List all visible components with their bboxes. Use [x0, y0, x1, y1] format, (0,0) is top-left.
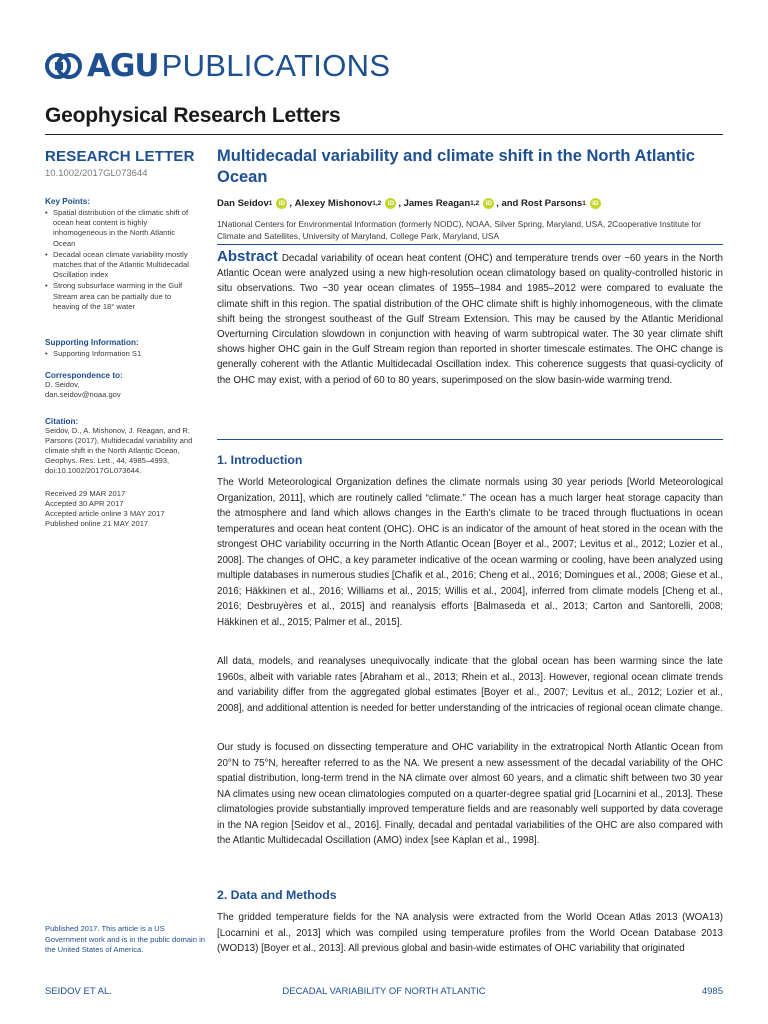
correspondence-name: D. Seidov,	[45, 380, 80, 390]
key-points-list	[45, 208, 195, 312]
abstract-text: Decadal variability of ocean heat content (OHC) and temperature trends over ~60 years in the North Atlantic Ocean were analyzed using a new high-resolution ocean climatology based on quality-controlled historic in situ observations. Two ~30 year ocean climates of 1955–1984 and 1985–2012 were compared to evaluate the climate shift in this region. The spatial distribution of the OHC climate shift is highly inhomogeneous, with the climate shift being the strongest southeast of the Gulf Stream Extension. This may be caused by the Atlantic Meridional Overturning Circulation slowdown in conjunction with heaving of warm subtropical water. The 30 year climate shift shows higher OHC gain in the Gulf Stream region than reported in shorter timescale estimates. The OHC change is generally coherent with the Atlantic Multidecadal Oscillation index. This coherence suggests that quasi-cyclicity of the OHC may exist, with a period of 60 to 80 years, superimposed on the slow basin-wide warming trend.	[217, 253, 723, 386]
footer-running-title: DECADAL VARIABILITY OF NORTH ATLANTIC	[282, 986, 486, 997]
page-footer	[45, 986, 723, 1000]
footer-authors: SEIDOV ET AL.	[45, 986, 112, 997]
license-note: Published 2017. This article is a US Government work and is in the public domain in the United States of America.	[45, 924, 205, 954]
page-number: 4985	[701, 986, 723, 997]
abstract-block	[217, 244, 723, 388]
section-heading-introduction: 1. Introduction	[217, 453, 303, 467]
logo-publications-text: PUBLICATIONS	[161, 48, 391, 83]
affiliations: 1National Centers for Environmental Information (formerly NODC), NOAA, Silver Spring, Maryland, USA, 2Cooperative Institute for Climate and Satellites, University of Maryland, College Park, Maryland, USA	[217, 219, 702, 242]
article-title: Multidecadal variability and climate shift in the North Atlantic Ocean	[217, 147, 695, 186]
article-type: RESEARCH LETTER	[45, 148, 195, 165]
date-accepted: Accepted 30 APR 2017	[45, 498, 124, 508]
key-point: • Strong subsurface warming in the Gulf Stream area can be partially due to heaving of the 18° water	[45, 281, 195, 312]
logo-agu-text: AGU	[87, 48, 159, 84]
paragraph: The gridded temperature fields for the NA analysis were extracted from the World Ocean Atlas 2013 (WOA13) [Locarnini et al., 2013] which was compiled using temperature profiles from the World Ocean Database 2013 (WOD13) [Boyer et al., 2013]. All previous global and basin-wide estimates of OHC variability that originated	[217, 912, 723, 954]
citation-text: Seidov, D., A. Mishonov, J. Reagan, and R. Parsons (2017), Multidecadal variability and climate shift in the North Atlantic Ocean, Geophys. Res. Lett., 44, 4985–4993, doi:10.1002/2017GL073644.	[45, 425, 193, 476]
key-points-heading: Key Points:	[45, 197, 91, 206]
paragraph: The World Meteorological Organization defines the climate normals using 30 year periods [World Meteorological Organization, 2011], which are routinely called “climate.” The ocean has a much larger heat storage capacity than the atmosphere and land which allows changes in the Earth’s climate to be traced through fluctuations in ocean temperatures and ocean heat content (OHC). OHC is an indicator of the amount of heat stored in the ocean with the strongest OHC variability occurring in the North Atlantic Ocean [Boyer et al., 2007; Levitus et al., 2012; Lozier et al., 2008]. The changes of OHC, a key parameter indicative of the ocean warming or cooling, have been analyzed using multiple databases in numerous studies [Chafik et al., 2016; Cheng et al., 2016; Domingues et al., 2008; Giese et al., 2016; Häkkinen et al., 2016; Williams et al., 2015; Willis et al., 2004], inferred from climate models [Cheng et al., 2016; Desbruyères et al., 2015] and reanalysis efforts [Balmaseda et al., 2013; Carton and Santorelli, 2008; Häkkinen et al., 2015; Palmer et al., 2015].	[217, 477, 723, 628]
author: James Reagan 1,2 iD , and	[403, 198, 519, 209]
author: Dan Seidov 1 iD ,	[217, 198, 293, 209]
key-point: • Decadal ocean climate variability mostly matches that of the Atlantic Multidecadal Oscillation index	[45, 250, 195, 281]
orcid-icon[interactable]: iD	[276, 198, 287, 209]
correspondence-email[interactable]: dan.seidov@noaa.gov	[45, 390, 121, 400]
key-point: • Spatial distribution of the climatic shift of ocean heat content is highly inhomogeneous in the North Atlantic Ocean	[45, 208, 195, 249]
agu-globe-icon	[45, 49, 85, 83]
citation-heading: Citation:	[45, 416, 79, 426]
supporting-info-link[interactable]: • Supporting Information S1	[45, 349, 195, 359]
article-header	[217, 146, 723, 243]
date-received: Received 29 MAR 2017	[45, 488, 126, 498]
sidebar	[45, 148, 195, 529]
correspondence-heading: Correspondence to:	[45, 371, 123, 381]
paragraph: Our study is focused on dissecting temperature and OHC variability in the extratropical North Atlantic Ocean from 20°N to 75°N, hereafter referred to as the NA. We present a new assessment of the decadal variability of the OHC spatial distribution, long-term trend in the NA climate over almost 60 years, and a climatic shift between two 30 year NA climates using new ocean climatologies computed on a quarter-degree spatial grid [Locarnini et al., 2013]. These climatologies provide substantially improved temperature fields and are reasonably well supported by data coverage in the NA region [Seidov et al., 2016]. Finally, decadal and pentadal variabilities of the OHC are also compared with the Atlantic Multidecadal Oscillation (AMO) index [see Kaplan et al., 1998].	[217, 742, 723, 846]
supporting-info-list	[45, 349, 195, 359]
publisher-logo	[45, 46, 390, 86]
author: Rost Parsons 1 iD	[521, 198, 603, 209]
journal-title: Geophysical Research Letters	[45, 104, 341, 127]
author: Alexey Mishonov 1,2 iD ,	[294, 198, 401, 209]
orcid-icon[interactable]: iD	[590, 198, 601, 209]
orcid-icon[interactable]: iD	[385, 198, 396, 209]
paragraph: All data, models, and reanalyses unequivocally indicate that the global ocean has been warming since the late 1960s, albeit with variable rates [Abraham et al., 2013; Rhein et al., 2013]. However, regional ocean climate trends and variability differ from the aggregated global estimates [Boyer et al., 2007; Levitus et al., 2012; Lozier et al., 2008], and additional attention is needed for better understanding of the intricacies of regional ocean climate change.	[217, 656, 723, 714]
date-published: Published online 21 MAY 2017	[45, 519, 149, 529]
section-heading-data-methods: 2. Data and Methods	[217, 888, 337, 902]
author-list	[217, 198, 723, 209]
abstract-rule	[217, 439, 723, 440]
doi-link[interactable]: 10.1002/2017GL073644	[45, 168, 148, 179]
header-rule	[45, 134, 723, 135]
article-dates	[45, 489, 195, 530]
abstract-label: Abstract	[217, 248, 278, 265]
supporting-info-heading: Supporting Information:	[45, 338, 139, 348]
date-accepted-online: Accepted article online 3 MAY 2017	[45, 509, 165, 519]
orcid-icon[interactable]: iD	[483, 198, 494, 209]
